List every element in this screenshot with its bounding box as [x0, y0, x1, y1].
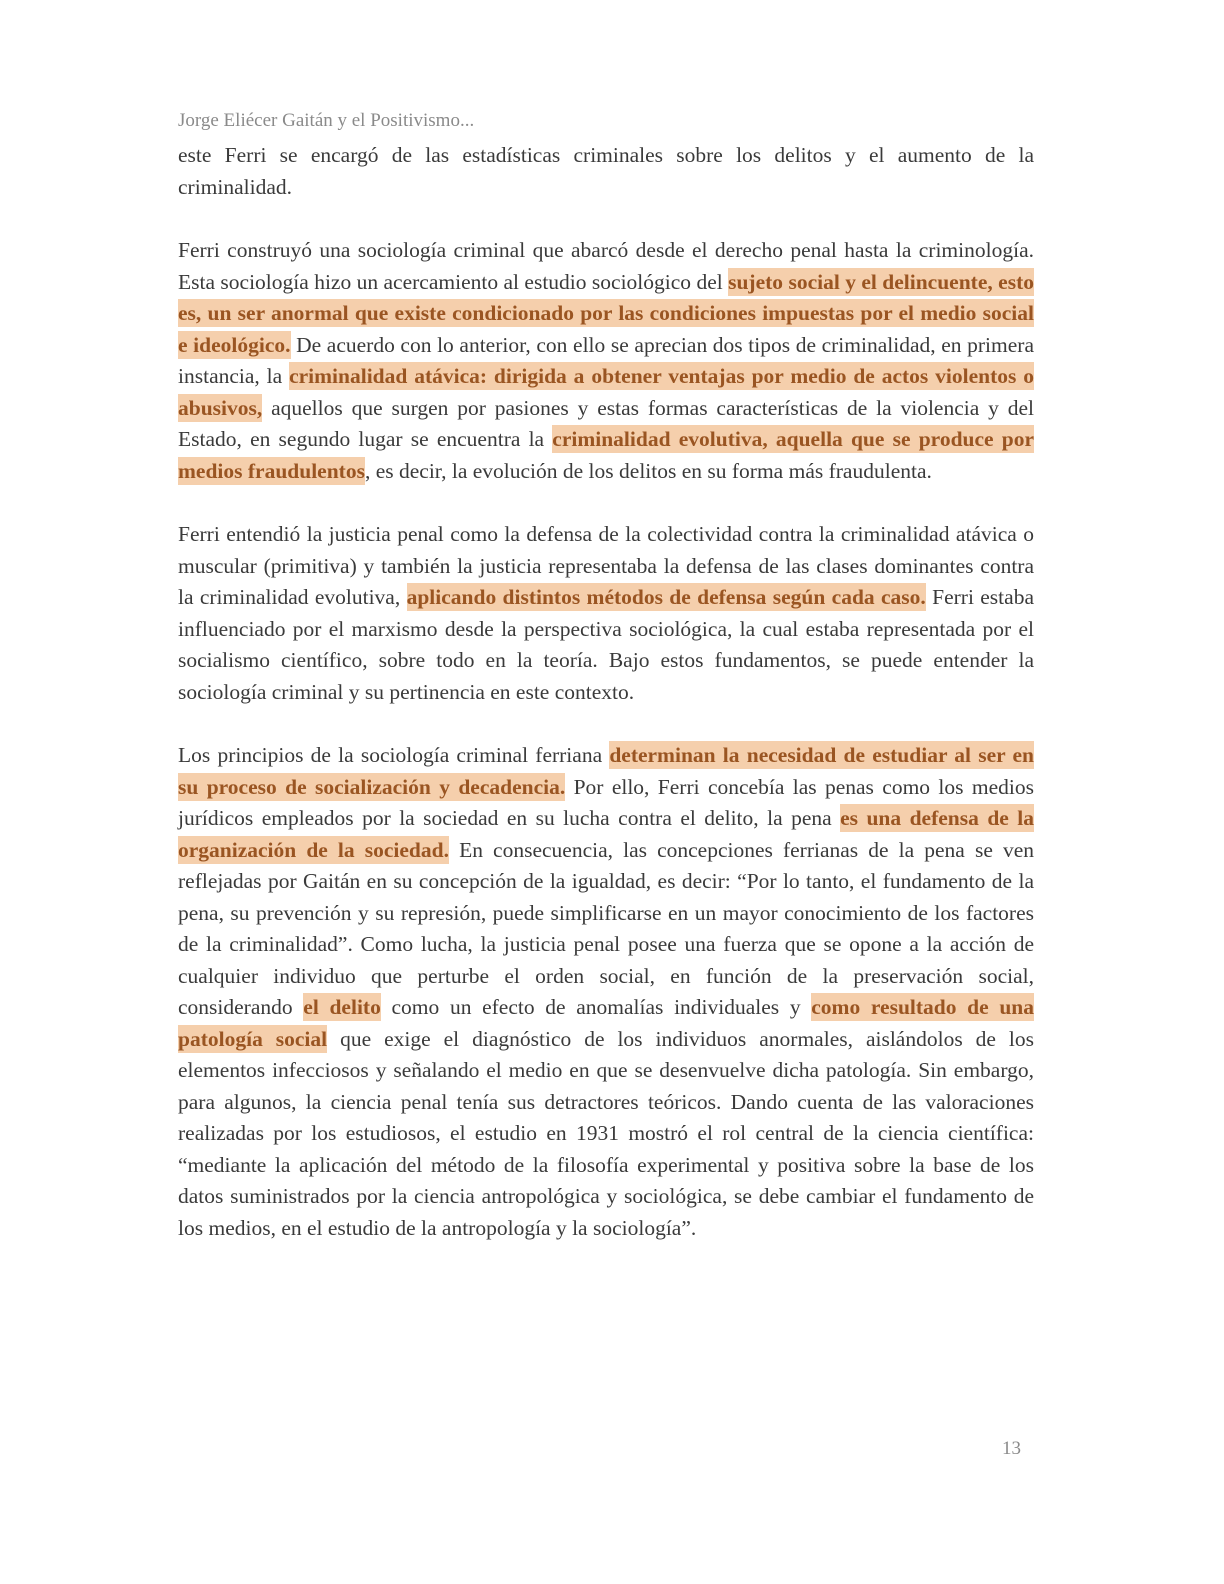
paragraph-text: Los principios de la sociología criminal ferriana — [178, 743, 610, 767]
highlight[interactable]: determinan la necesidad de estudiar al ser en su proceso de socialización y decadencia. — [178, 743, 1034, 799]
highlight[interactable]: como resultado de una patología social — [178, 995, 1034, 1051]
document-page — [178, 108, 1034, 1276]
paragraph-text: Ferri estaba influenciado por el marxismo desde la perspectiva sociológica, la cual estaba representada por el socialismo científico, sobre todo en la teoría. Bajo estos fundamentos, se puede entender la sociología criminal y su pertinencia en este contexto. — [178, 585, 1034, 704]
paragraph-text: , es decir, la evolución de los delitos en su forma más fraudulenta. — [364, 458, 932, 483]
paragraph-2 — [178, 235, 1034, 487]
highlight[interactable]: criminalidad evolutiva, aquella que se produce por medios fraudulentos — [178, 427, 1035, 483]
paragraph-3 — [178, 519, 1034, 708]
highlight[interactable]: aplicando distintos métodos de defensa según cada caso. — [406, 585, 926, 609]
paragraph-4 — [178, 740, 1034, 1244]
paragraph-text: Por ello, Ferri concebía las penas como los medios jurídicos empleados por la sociedad en su lucha contra el delito, la pena — [178, 774, 1034, 830]
highlight[interactable]: criminalidad atávica: dirigida a obtener ventajas por medio de actos violentos o abusivos, — [178, 364, 1035, 420]
highlight[interactable]: sujeto social y el delincuente, esto es, un ser anormal que existe condicionado por las condiciones impuestas por el medio social e ideológico. — [178, 269, 1034, 357]
paragraph-text: En consecuencia, las concepciones ferrianas de la pena se ven reflejadas por Gaitán en su concepción de la igualdad, es decir: “Por lo tanto, el fundamento de la pena, su prevención y su represión, puede simplificarse en un mayor conocimiento de los factores de la criminalidad”. Como lucha, la justicia penal posee una fuerza que se opone a la acción de cualquier individuo que perturbe el orden social, en función de la preservación social, considerando — [178, 837, 1034, 1019]
page-number: 13 — [1002, 1438, 1021, 1459]
paragraph-text: que exige el diagnóstico de los individuos anormales, aislándolos de los elementos infecciosos y señalando el medio en que se desenvuelve dicha patología. Sin embargo, para algunos, la ciencia penal tenía sus detractores teóricos. Dando cuenta de las valoraciones realizadas por los estudiosos, el estudio en 1931 mostró el rol central de la ciencia científica: “mediante la aplicación del método de la filosofía experimental y positiva sobre la base de los datos suministrados por la ciencia antropológica y sociológica, se debe cambiar el fundamento de los medios, en el estudio de la antropología y la sociología”. — [178, 1026, 1034, 1240]
paragraph-1 — [178, 140, 1034, 203]
running-head: Jorge Eliécer Gaitán y el Positivismo... — [178, 110, 475, 131]
paragraph-text: Ferri entendió la justicia penal como la defensa de la colectividad contra la criminalidad atávica o muscular (primitiva) y también la justicia representaba la defensa de las clases dominantes contra la criminalidad evolutiva, — [178, 522, 1034, 609]
highlight[interactable]: el delito — [303, 995, 381, 1019]
paragraph-text: aquellos que surgen por pasiones y estas formas características de la violencia y del Estado, en segundo lugar se encuentra la — [178, 395, 1034, 451]
paragraph-text: Ferri construyó una sociología criminal que abarcó desde el derecho penal hasta la criminología. Esta sociología hizo un acercamiento al estudio sociológico del — [178, 238, 1034, 294]
paragraph-text: este Ferri se encargó de las estadísticas criminales sobre los delitos y el aumento de la criminalidad. — [178, 143, 1034, 199]
highlight[interactable]: es una defensa de la organización de la sociedad. — [178, 806, 1034, 862]
paragraph-text: De acuerdo con lo anterior, con ello se aprecian dos tipos de criminalidad, en primera instancia, la — [178, 332, 1034, 388]
paragraph-text: como un efecto de anomalías individuales y — [380, 995, 812, 1019]
